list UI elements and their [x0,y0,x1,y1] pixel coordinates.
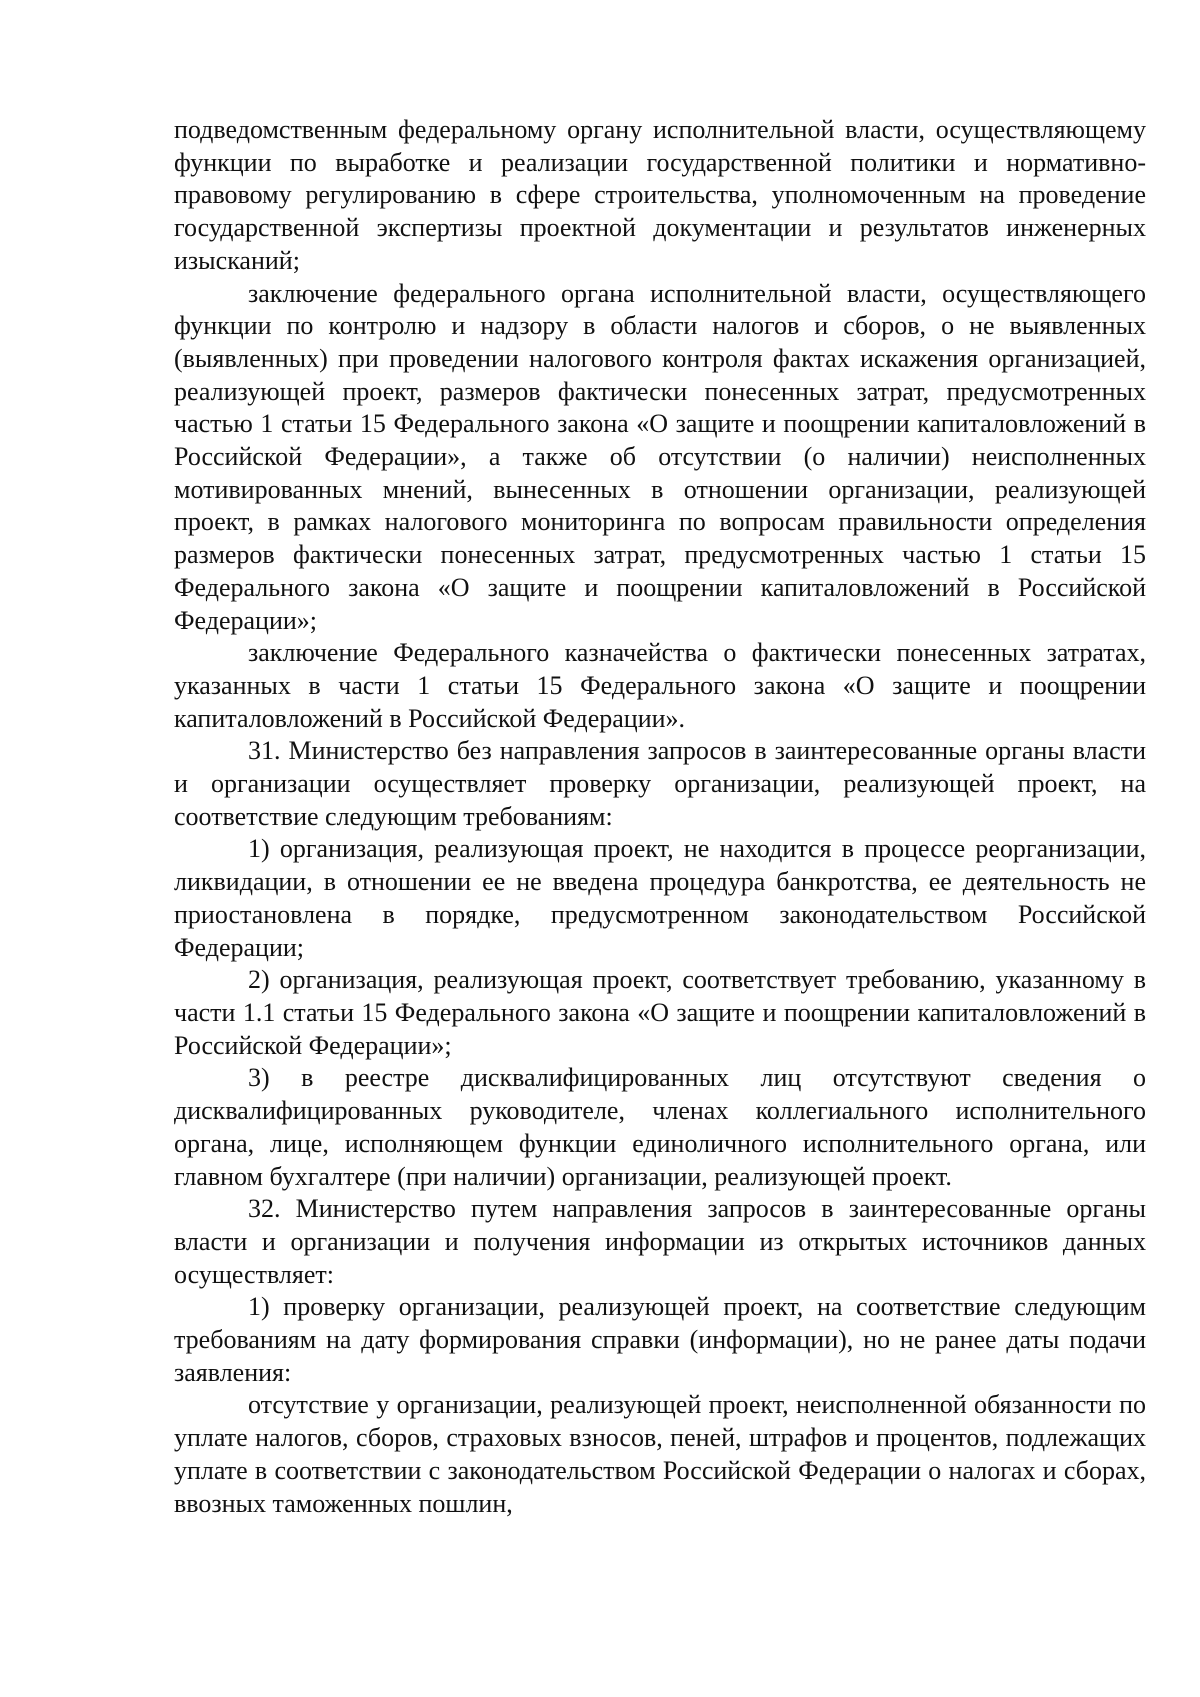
paragraph: 1) проверку организации, реализующей проект, на соответствие следующим требованиям на дату формирования справки (информации), но не ранее даты подачи заявления: [174,1292,1146,1387]
paragraph: 31. Министерство без направления запросов в заинтересованные органы власти и организации осуществляет проверку организации, реализующей проект, на соответствие следующим требованиям: [174,736,1146,831]
paragraph: заключение Федерального казначейства о фактически понесенных затратах, указанных в части 1 статьи 15 Федерального закона «О защите и поощрении капиталовложений в Российской Федерации». [174,638,1146,733]
paragraph: 3) в реестре дисквалифицированных лиц отсутствуют сведения о дисквалифицированных руководителе, членах коллегиального исполнительного органа, лице, исполняющем функции единоличного исполнительного органа, или главном бухгалтере (при наличии) организации, реализующей проект. [174,1063,1146,1191]
paragraph: 2) организация, реализующая проект, соответствует требованию, указанному в части 1.1 статьи 15 Федерального закона «О защите и поощрении капиталовложений в Российской Федерации»; [174,965,1146,1060]
paragraph: 1) организация, реализующая проект, не находится в процессе реорганизации, ликвидации, в отношении ее не введена процедура банкротства, ее деятельность не приостановлена в порядке, предусмотренном законодательством Российской Федерации; [174,834,1146,962]
paragraph: подведомственным федеральному органу исполнительной власти, осуществляющему функции по выработке и реализации государственной политики и нормативно-правовому регулированию в сфере строительства, уполномоченным на проведение государственной экспертизы проектной документации и результатов инженерных изысканий; [174,115,1146,275]
paragraph: 32. Министерство путем направления запросов в заинтересованные органы власти и организации и получения информации из открытых источников данных осуществляет: [174,1194,1146,1289]
document-body [174,114,1146,1520]
paragraph: отсутствие у организации, реализующей проект, неисполненной обязанности по уплате налогов, сборов, страховых взносов, пеней, штрафов и процентов, подлежащих уплате в соответствии с законодательством Российской Федерации о налогах и сборах, ввозных таможенных пошлин, [174,1390,1146,1518]
paragraph: заключение федерального органа исполнительной власти, осуществляющего функции по контролю и надзору в области налогов и сборов, о не выявленных (выявленных) при проведении налогового контроля фактах искажения организацией, реализующей проект, размеров фактически понесенных затрат, предусмотренных частью 1 статьи 15 Федерального закона «О защите и поощрении капиталовложений в Российской Федерации», а также об отсутствии (о наличии) неисполненных мотивированных мнений, вынесенных в отношении организации, реализующей проект, в рамках налогового мониторинга по вопросам правильности определения размеров фактически понесенных затрат, предусмотренных частью 1 статьи 15 Федерального закона «О защите и поощрении капиталовложений в Российской Федерации»; [174,278,1146,635]
